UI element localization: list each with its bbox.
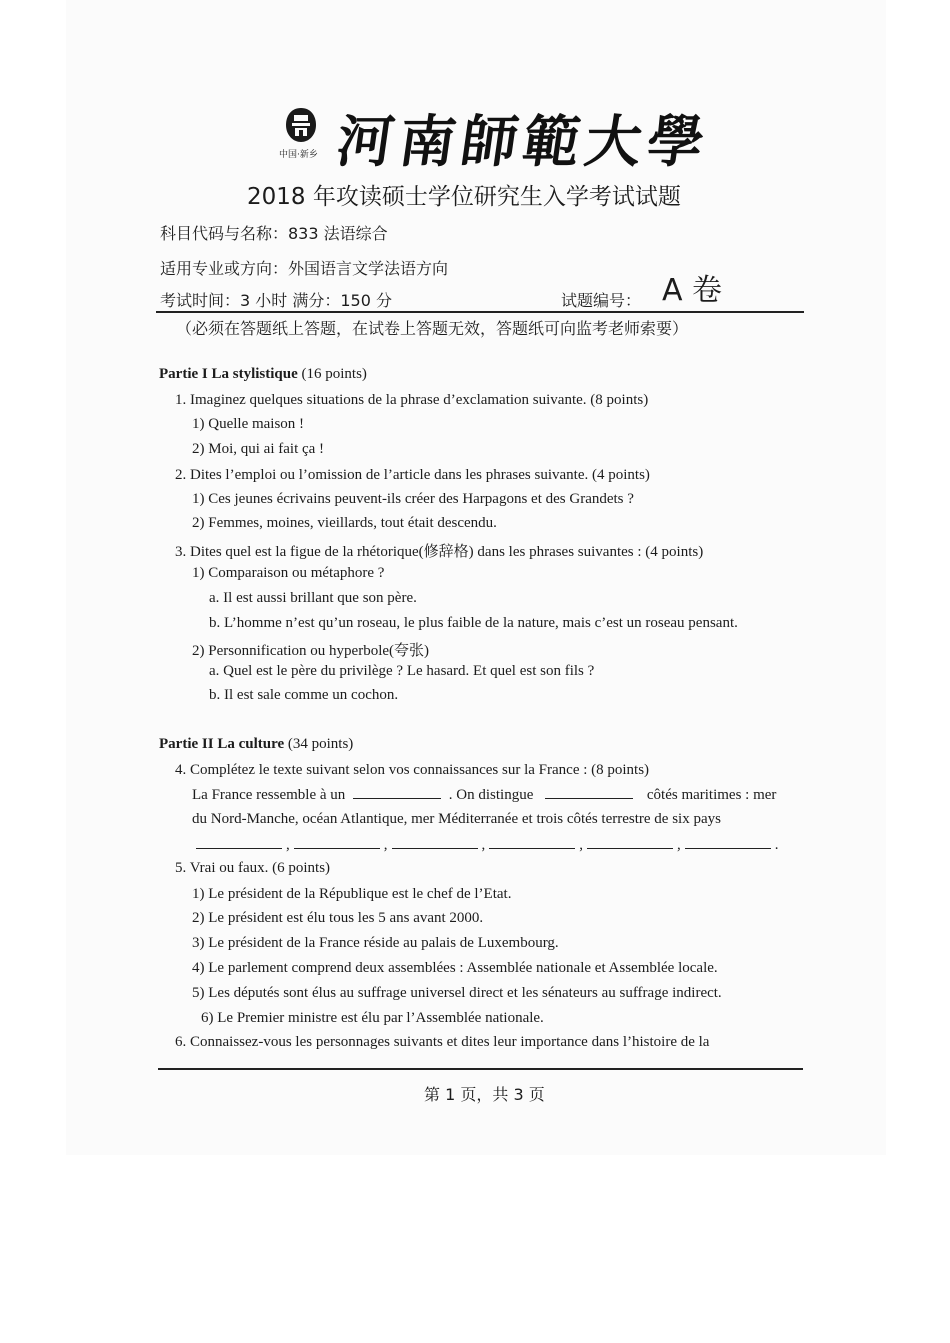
header-divider <box>156 311 804 313</box>
question-5-item-2: 2) Le président est élu tous les 5 ans avant 2000. <box>192 910 484 926</box>
part1-points: (16 points) <box>297 366 367 382</box>
logo-caption: 中国·新乡 <box>279 150 318 160</box>
fill-text-3: côtés maritimes : mer <box>646 787 777 803</box>
question-5-item-1: 1) Le président de la République est le chef de l’Etat. <box>192 886 512 902</box>
question-5-item-6: 6) Le Premier ministre est élu par l’Assemblée nationale. <box>201 1010 544 1026</box>
question-1-item-1: 1) Quelle maison ! <box>192 416 305 432</box>
fill-text-2: . On distingue <box>448 787 534 803</box>
question-3-item-1b: b. L’homme n’est qu’un roseau, le plus faible de la nature, mais c’est un roseau pensant. <box>209 615 738 631</box>
question-1-item-2: 2) Moi, qui ai fait ça ! <box>192 441 325 457</box>
question-3: 3. Dites quel est la figue de la rhétorique(修辞格) dans les phrases suivantes : (4 points) <box>175 544 704 560</box>
part2-heading <box>159 736 353 753</box>
part1-heading <box>159 366 367 383</box>
part1-title: Partie I La stylistique <box>159 366 298 382</box>
blank-country-3[interactable] <box>392 836 478 849</box>
question-2: 2. Dites l’emploi ou l’omission de l’article dans les phrases suivante. (4 points) <box>175 467 650 483</box>
question-2-item-1: 1) Ces jeunes écrivains peuvent-ils créer des Harpagons et des Grandets ? <box>192 491 634 507</box>
question-4-line-2: du Nord-Manche, océan Atlantique, mer Méditerranée et trois côtés terrestre de six pays <box>192 811 721 827</box>
university-emblem-icon <box>283 106 319 144</box>
question-6: 6. Connaissez-vous les personnages suivants et dites leur importance dans l’histoire de la <box>175 1034 710 1050</box>
duration-line: 考试时间：3 小时 满分：150 分 <box>160 291 392 310</box>
blank-country-1[interactable] <box>196 836 282 849</box>
paper-number-label: 试题编号： <box>561 291 642 310</box>
question-5-item-4: 4) Le parlement comprend deux assemblées : Assemblée nationale et Assemblée locale. <box>192 960 718 976</box>
blank-country-4[interactable] <box>489 836 575 849</box>
question-4-blanks-row: , , , , , . <box>192 836 779 854</box>
question-3-item-1: 1) Comparaison ou métaphore ? <box>192 565 385 581</box>
question-4-line-1 <box>192 786 776 804</box>
blank-field-1[interactable] <box>353 786 441 799</box>
major-line: 适用专业或方向：外国语言文学法语方向 <box>160 259 449 278</box>
question-5-item-5: 5) Les députés sont élus au suffrage universel direct et les sénateurs au suffrage indirect. <box>192 985 722 1001</box>
exam-title: 2018 年攻读硕士学位研究生入学考试试题 <box>247 184 681 210</box>
question-4: 4. Complétez le texte suivant selon vos connaissances sur la France : (8 points) <box>175 762 650 778</box>
paper-code: A 卷 <box>662 273 723 308</box>
question-2-item-2: 2) Femmes, moines, vieillards, tout était descendu. <box>192 515 497 531</box>
footer-divider <box>158 1068 803 1070</box>
question-1: 1. Imaginez quelques situations de la phrase d’exclamation suivante. (8 points) <box>175 392 649 408</box>
university-name: 河南師範大學 <box>332 109 715 175</box>
question-3-item-2b: b. Il est sale comme un cochon. <box>209 687 399 703</box>
question-3-item-2: 2) Personnification ou hyperbole(夸张) <box>192 643 430 659</box>
blank-country-5[interactable] <box>587 836 673 849</box>
blank-country-6[interactable] <box>685 836 771 849</box>
question-5-item-3: 3) Le président de la France réside au palais de Luxembourg. <box>192 935 559 951</box>
question-5: 5. Vrai ou faux. (6 points) <box>175 860 331 876</box>
fill-text-1: La France ressemble à un <box>192 787 346 803</box>
blank-country-2[interactable] <box>294 836 380 849</box>
part2-points: (34 points) <box>284 736 354 752</box>
part2-title: Partie II La culture <box>159 736 285 752</box>
question-3-item-2a: a. Quel est le père du privilège ? Le hasard. Et quel est son fils ? <box>209 663 595 679</box>
subject-line: 科目代码与名称：833 法语综合 <box>160 224 388 243</box>
page-number: 第 1 页，共 3 页 <box>424 1085 545 1104</box>
blank-field-2[interactable] <box>545 786 633 799</box>
question-3-item-1a: a. Il est aussi brillant que son père. <box>209 590 417 606</box>
notice-line: （必须在答题纸上答题，在试卷上答题无效，答题纸可向监考老师索要） <box>176 319 689 338</box>
